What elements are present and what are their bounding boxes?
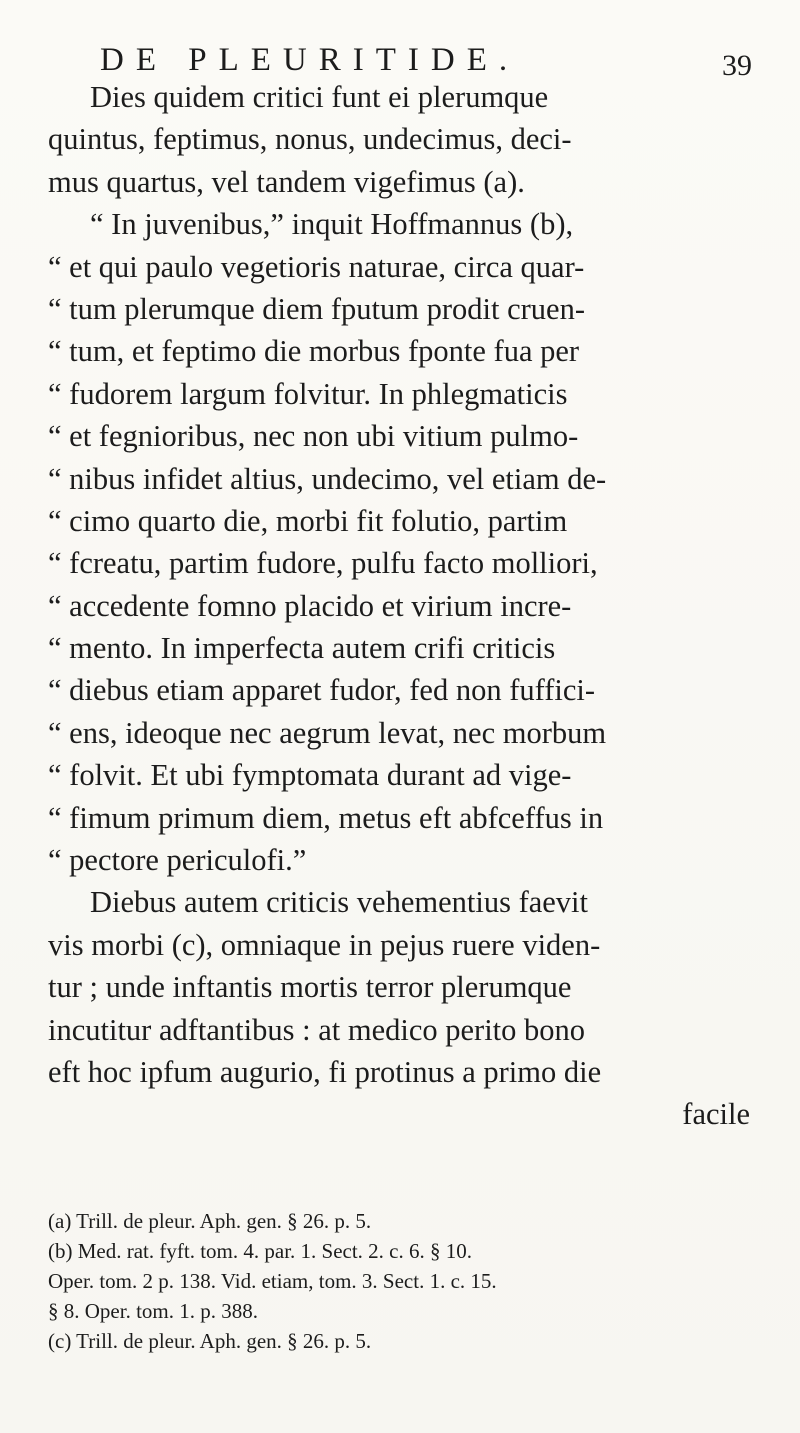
running-title: DE PLEURITIDE. xyxy=(100,42,520,78)
page-number: 39 xyxy=(722,49,752,82)
footnotes xyxy=(48,1206,778,1356)
text-line: quintus, feptimus, nonus, undecimus, deci- xyxy=(48,122,572,157)
text-line: incutitur adftantibus : at medico perito bono xyxy=(48,1012,586,1047)
text-line: Dies quidem critici funt ei plerumque xyxy=(90,80,549,114)
text-line: “ et fegnioribus, nec non ubi vitium pulmo- xyxy=(48,419,579,454)
text-line: Diebus autem criticis vehementius faevit xyxy=(90,885,589,920)
text-line: “ tum plerumque diem fputum prodit cruen- xyxy=(48,291,585,326)
text-line: tur ; unde inftantis mortis terror plerumque xyxy=(48,970,572,1005)
main-text xyxy=(48,76,778,1136)
text-line: mus quartus, vel tandem vigefimus (a). xyxy=(48,164,525,199)
text-line: eft hoc ipfum augurio, fi protinus a primo die xyxy=(48,1054,602,1089)
text-line: “ fcreatu, partim fudore, pulfu facto molliori, xyxy=(48,546,598,581)
text-line: “ In juvenibus,” inquit Hoffmannus (b), xyxy=(90,207,574,242)
text-line: “ nibus infidet altius, undecimo, vel etiam de- xyxy=(48,461,607,496)
text-line: “ cimo quarto die, morbi fit folutio, partim xyxy=(48,503,568,538)
text-line: “ accedente fomno placido et virium incre- xyxy=(48,588,572,623)
footnote-b: (b) Med. rat. fyft. tom. 4. par. 1. Sect. 2. c. 6. § 10. xyxy=(48,1239,472,1263)
text-line: “ folvit. Et ubi fymptomata durant ad vige- xyxy=(48,758,572,793)
text-line: “ ens, ideoque nec aegrum levat, nec morbum xyxy=(48,715,607,750)
text-line: vis morbi (c), omniaque in pejus ruere viden- xyxy=(48,927,601,962)
text-line: “ et qui paulo vegetioris naturae, circa quar- xyxy=(48,249,585,284)
footnote-b-continued: Oper. tom. 2 p. 138. Vid. etiam, tom. 3. Sect. 1. c. 15. xyxy=(48,1269,497,1293)
footnote-b-continued: § 8. Oper. tom. 1. p. 388. xyxy=(48,1299,258,1323)
text-line: “ tum, et feptimo die morbus fponte fua per xyxy=(48,334,580,369)
text-line: “ mento. In imperfecta autem crifi criticis xyxy=(48,631,556,666)
text-line: “ fimum primum diem, metus eft abfceffus in xyxy=(48,800,604,835)
footnote-a: (a) Trill. de pleur. Aph. gen. § 26. p. 5. xyxy=(48,1209,372,1233)
text-line: “ fudorem largum folvitur. In phlegmaticis xyxy=(48,376,568,411)
text-line: “ pectore periculofi.” xyxy=(48,843,307,878)
text-line: “ diebus etiam apparet fudor, fed non fuffici- xyxy=(48,673,596,708)
catchword: facile xyxy=(682,1097,750,1132)
footnote-c: (c) Trill. de pleur. Aph. gen. § 26. p. 5. xyxy=(48,1329,372,1353)
